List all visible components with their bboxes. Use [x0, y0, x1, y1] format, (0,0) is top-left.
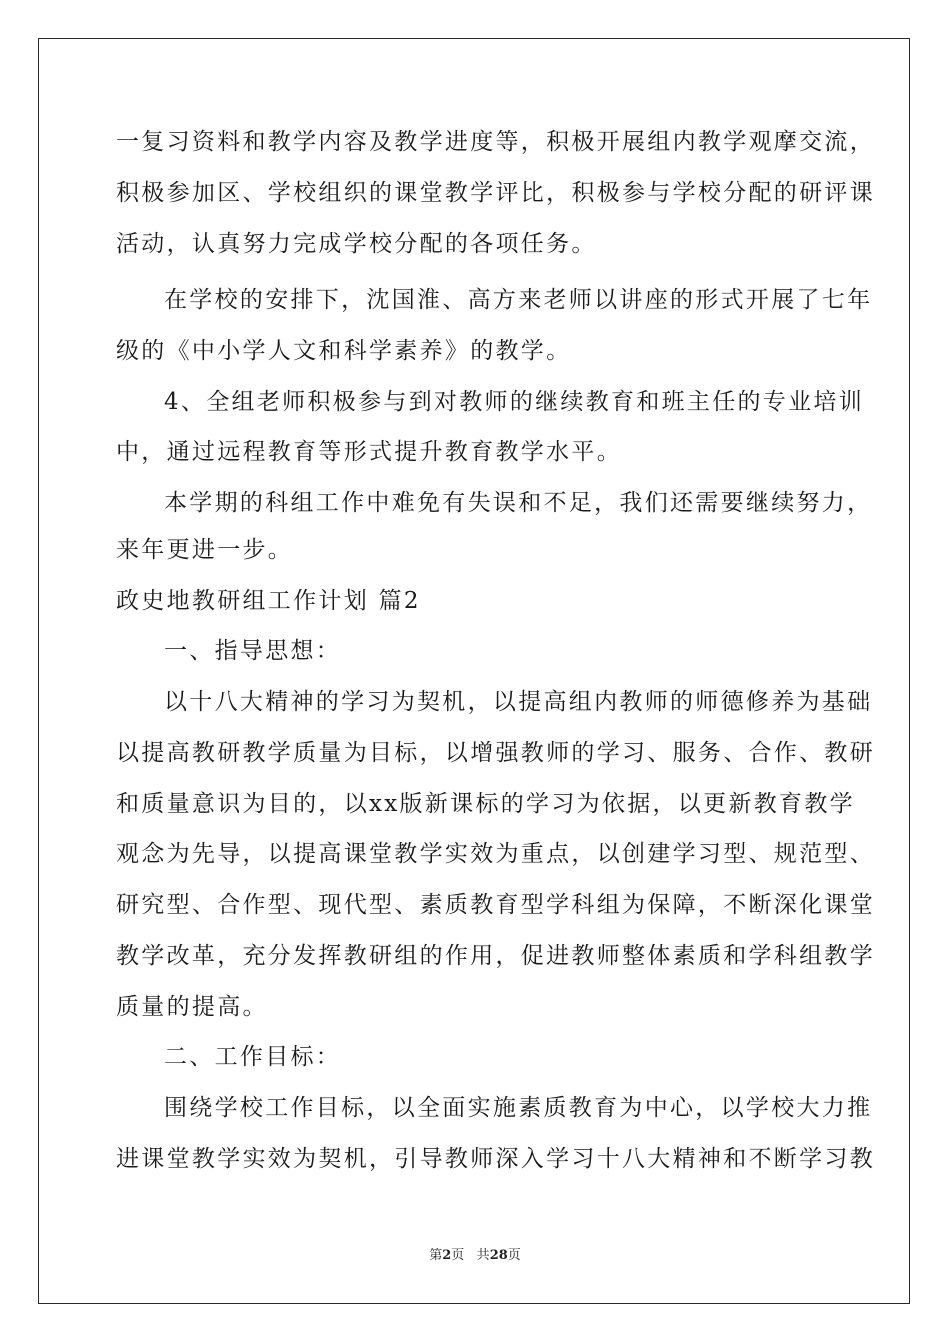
text-line: 级的《中小学人文和科学素养》的教学。 — [116, 338, 572, 364]
page-footer — [0, 1247, 950, 1265]
text-line: 教学改革，充分发挥教研组的作用，促进教师整体素质和学科组教学 — [116, 943, 875, 969]
paragraph-first-line: 围绕学校工作目标，以全面实施素质教育为中心，以学校大力推 — [164, 1095, 873, 1121]
paragraph-first-line: 本学期的科组工作中难免有失误和不足，我们还需要继续努力， — [164, 490, 873, 516]
page-number: 2 — [442, 1248, 452, 1263]
total-prefix: 共 — [476, 1248, 490, 1263]
text-line: 质量的提高。 — [116, 994, 268, 1020]
text-line: 观念为先导，以提高课堂教学实效为重点，以创建学习型、规范型、 — [116, 841, 875, 867]
text-line: 和质量意识为目的，以xx版新课标的学习为依据，以更新教育教学 — [116, 791, 855, 817]
text-line: 进课堂教学实效为契机，引导教师深入学习十八大精神和不断学习教 — [116, 1146, 875, 1172]
page-suffix: 页 — [451, 1248, 465, 1263]
text-line: 来年更进一步。 — [116, 537, 294, 563]
subsection-heading: 二、工作目标： — [164, 1044, 342, 1070]
subsection-heading: 一、指导思想： — [164, 638, 342, 664]
text-line: 以提高教研教学质量为目标，以增强教师的学习、服务、合作、教研 — [116, 740, 875, 766]
section-heading: 政史地教研组工作计划 篇2 — [116, 588, 421, 614]
page-prefix: 第 — [429, 1248, 443, 1263]
paragraph-first-line: 4、全组老师积极参与到对教师的继续教育和班主任的专业培训 — [164, 389, 865, 415]
paragraph-first-line: 以十八大精神的学习为契机，以提高组内教师的师德修养为基础 — [164, 689, 873, 715]
paragraph-first-line: 在学校的安排下，沈国淮、高方来老师以讲座的形式开展了七年 — [164, 287, 873, 313]
text-line: 研究型、合作型、现代型、素质教育型学科组为保障，不断深化课堂 — [116, 892, 875, 918]
text-line: 一复习资料和教学内容及教学进度等，积极开展组内教学观摩交流， — [116, 129, 875, 155]
text-line: 活动，认真努力完成学校分配的各项任务。 — [116, 231, 597, 257]
text-line: 中，通过远程教育等形式提升教育教学水平。 — [116, 439, 622, 465]
total-pages: 28 — [489, 1248, 508, 1263]
text-line: 积极参加区、学校组织的课堂教学评比，积极参与学校分配的研评课 — [116, 180, 875, 206]
total-suffix: 页 — [507, 1248, 521, 1263]
